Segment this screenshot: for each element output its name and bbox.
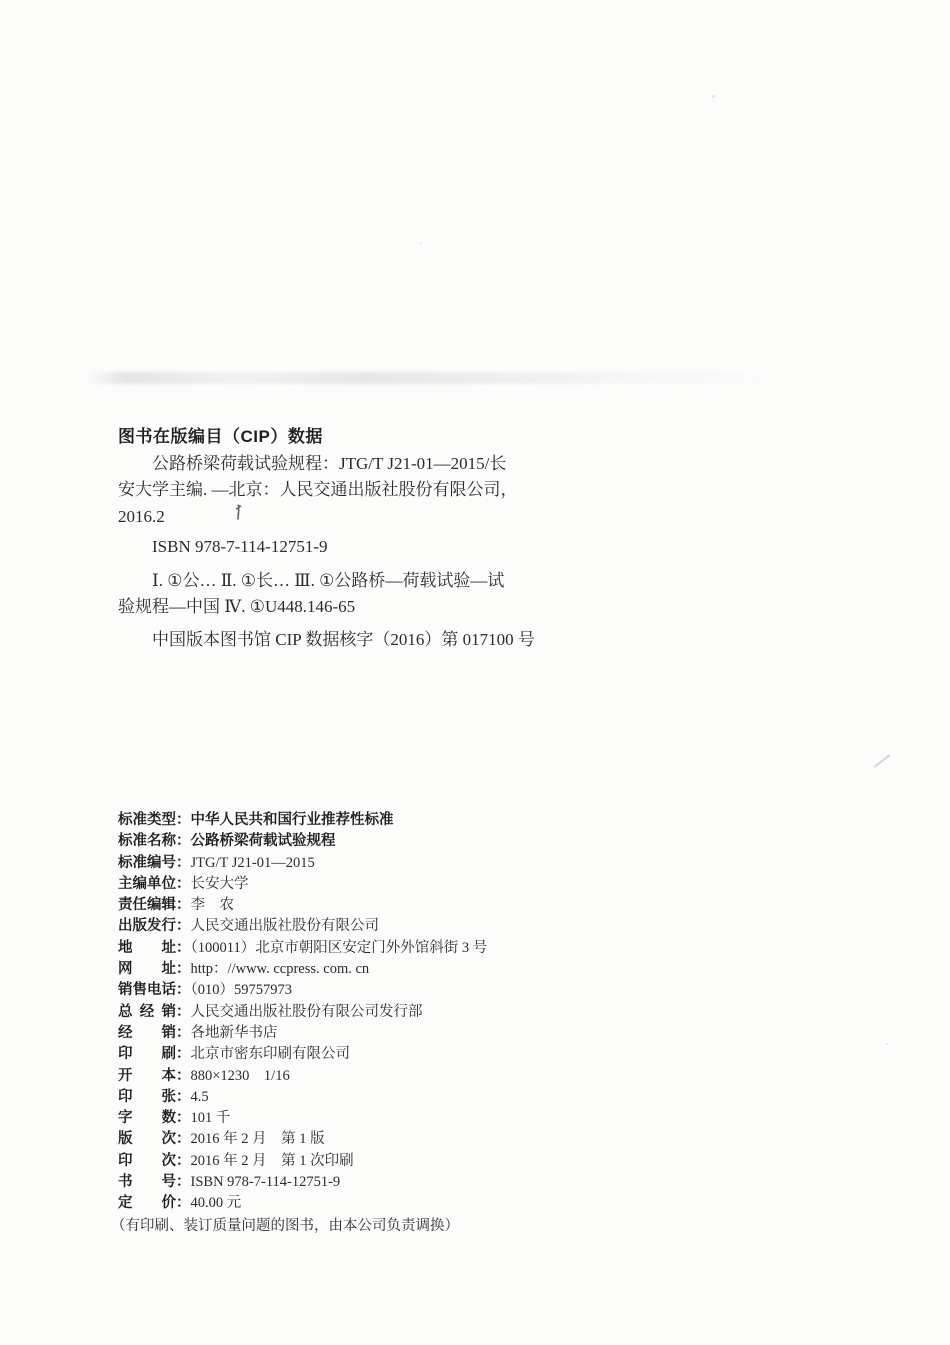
colophon-row-label: 书号 bbox=[118, 1174, 176, 1191]
colophon-row-label: 出版发行 bbox=[118, 918, 176, 935]
colophon-row-colon: ： bbox=[176, 1131, 191, 1148]
colophon-row-label: 总经销 bbox=[118, 1003, 176, 1020]
cip-classification-line: 验规程—中国 Ⅳ. ①U448.146-65 bbox=[118, 597, 356, 616]
colophon-row-colon: ： bbox=[176, 961, 191, 978]
scan-speck-artifact bbox=[886, 1043, 888, 1045]
colophon-row-label: 定价 bbox=[118, 1195, 176, 1212]
colophon-row-label: 经销 bbox=[118, 1024, 176, 1041]
colophon-row-value: 人民交通出版社股份有限公司发行部 bbox=[190, 1003, 423, 1020]
colophon-row bbox=[118, 810, 678, 831]
colophon-row-label: 版次 bbox=[118, 1131, 176, 1148]
colophon-row bbox=[118, 895, 678, 916]
quality-exchange-note: （有印刷、装订质量问题的图书，由本公司负责调换） bbox=[111, 1217, 459, 1234]
colophon-row bbox=[118, 853, 678, 874]
cip-title-line: 安大学主编. —北京：人民交通出版社股份有限公司， bbox=[118, 480, 518, 499]
colophon-row-colon: ： bbox=[176, 812, 191, 828]
colophon-row-colon: ： bbox=[176, 1046, 191, 1063]
colophon-row-colon: ： bbox=[176, 1174, 191, 1191]
colophon-row bbox=[118, 1066, 678, 1087]
colophon-row bbox=[118, 1151, 678, 1172]
colophon-row-label: 销售电话 bbox=[118, 982, 176, 999]
colophon-row-value: 2016 年 2 月 第 1 版 bbox=[190, 1131, 325, 1148]
colophon-row bbox=[118, 938, 678, 959]
colophon-row-label: 开本 bbox=[118, 1067, 176, 1084]
colophon-row-colon: ： bbox=[176, 854, 191, 871]
colophon-row bbox=[118, 1193, 678, 1214]
colophon-row-label: 印次 bbox=[118, 1152, 176, 1169]
colophon-row-colon: ： bbox=[176, 897, 191, 914]
colophon-row-value: 880×1230 1/16 bbox=[190, 1067, 290, 1084]
colophon-row bbox=[118, 1087, 678, 1108]
colophon-row-value: （100011）北京市朝阳区安定门外外馆斜街 3 号 bbox=[190, 939, 488, 956]
colophon-row bbox=[118, 916, 678, 937]
scan-speck-artifact bbox=[712, 95, 715, 98]
colophon-row-value: 各地新华书店 bbox=[190, 1024, 278, 1041]
colophon-row-label: 印张 bbox=[118, 1088, 176, 1105]
colophon-row-colon: ： bbox=[176, 1152, 191, 1169]
colophon-row bbox=[118, 1129, 678, 1150]
colophon-row-colon: ： bbox=[176, 1110, 191, 1127]
cip-title-line: 2016.2 bbox=[118, 506, 165, 526]
colophon-row-label: 字数 bbox=[118, 1110, 176, 1127]
colophon-row-value: 4.5 bbox=[190, 1088, 209, 1105]
scan-scratch-artifact bbox=[874, 754, 891, 768]
cip-isbn-line: ISBN 978-7-114-12751-9 bbox=[152, 537, 328, 556]
colophon-row bbox=[118, 874, 678, 895]
colophon-row-value: http：//www. ccpress. com. cn bbox=[190, 961, 370, 978]
colophon-row bbox=[118, 1023, 678, 1044]
scan-speck-artifact bbox=[420, 242, 422, 244]
colophon-row-value: 长安大学 bbox=[190, 875, 249, 892]
colophon-row-value: 101 千 bbox=[190, 1110, 231, 1127]
colophon-row-colon: ： bbox=[176, 1024, 191, 1041]
colophon-row-value: 40.00 元 bbox=[190, 1195, 242, 1212]
cip-heading: 图书在版编目（CIP）数据 bbox=[118, 427, 323, 446]
cip-registration-line: 中国版本图书馆 CIP 数据核字（2016）第 017100 号 bbox=[152, 629, 535, 649]
colophon-row-colon: ： bbox=[176, 1067, 191, 1084]
colophon-row bbox=[118, 1172, 678, 1193]
colophon-row-colon: ： bbox=[176, 875, 191, 892]
cip-title-line: 公路桥梁荷载试验规程：JTG/T J21-01—2015/长 bbox=[152, 453, 507, 473]
colophon-row-label: 地址 bbox=[118, 939, 176, 956]
colophon-row-colon: ： bbox=[176, 939, 191, 956]
cip-data-block bbox=[118, 424, 578, 653]
colophon-row bbox=[118, 959, 678, 980]
colophon-row-label: 网址 bbox=[118, 961, 176, 978]
colophon-row bbox=[118, 831, 678, 852]
colophon-row bbox=[118, 980, 678, 1001]
colophon-row-label: 责任编辑 bbox=[118, 897, 176, 914]
colophon-row-value: （010）59757973 bbox=[190, 982, 292, 999]
colophon-row-colon: ： bbox=[176, 982, 191, 999]
colophon-row-value: 2016 年 2 月 第 1 次印刷 bbox=[190, 1152, 354, 1169]
colophon-row-value: 公路桥梁荷载试验规程 bbox=[190, 833, 336, 850]
colophon-row-value: 北京市密东印刷有限公司 bbox=[190, 1046, 350, 1063]
colophon-row-value: 李 农 bbox=[190, 897, 234, 914]
colophon-row bbox=[118, 1044, 678, 1065]
publication-info-block bbox=[111, 810, 678, 1237]
colophon-row-colon: ： bbox=[176, 1003, 191, 1020]
colophon-row bbox=[118, 1002, 678, 1023]
colophon-row-value: 人民交通出版社股份有限公司 bbox=[190, 918, 379, 935]
colophon-row-label: 主编单位 bbox=[118, 875, 176, 892]
colophon-row-value: 中华人民共和国行业推荐性标准 bbox=[190, 812, 394, 828]
colophon-row-label: 标准名称 bbox=[118, 833, 176, 850]
colophon-row-label: 标准类型 bbox=[118, 812, 176, 828]
colophon-row bbox=[118, 1108, 678, 1129]
colophon-rows bbox=[118, 810, 678, 1215]
scan-smudge-artifact bbox=[85, 372, 785, 384]
colophon-row-label: 印刷 bbox=[118, 1046, 176, 1063]
colophon-row-colon: ： bbox=[176, 1195, 191, 1212]
colophon-row-colon: ： bbox=[176, 833, 191, 850]
colophon-row-label: 标准编号 bbox=[118, 854, 176, 871]
colophon-row-value: ISBN 978-7-114-12751-9 bbox=[190, 1174, 341, 1191]
colophon-row-value: JTG/T J21-01—2015 bbox=[190, 854, 315, 871]
colophon-row-colon: ： bbox=[176, 918, 191, 935]
cip-classification-line: Ⅰ. ①公… Ⅱ. ①长… Ⅲ. ①公路桥—荷载试验—试 bbox=[152, 570, 505, 590]
colophon-row-colon: ： bbox=[176, 1088, 191, 1105]
